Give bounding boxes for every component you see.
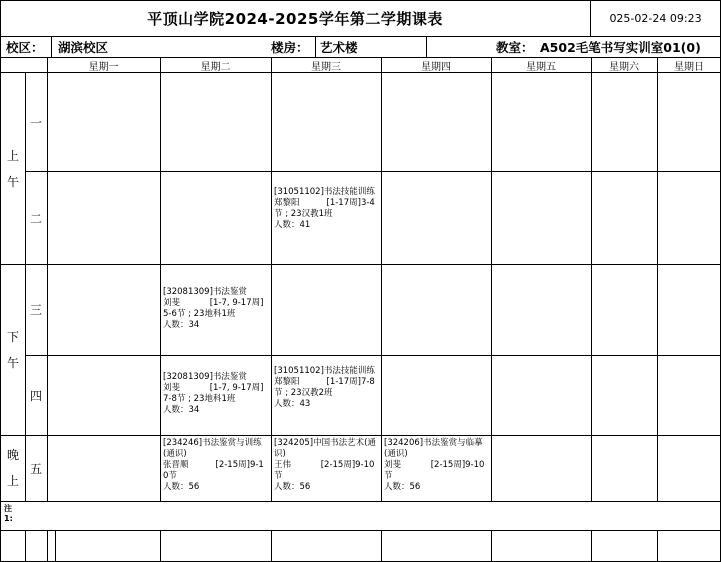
grid-line bbox=[315, 36, 316, 57]
half-day-afternoon bbox=[1, 264, 25, 435]
grid-line bbox=[491, 57, 492, 501]
grid-line bbox=[55, 530, 56, 562]
grid-line bbox=[25, 355, 721, 356]
grid-line bbox=[0, 264, 721, 265]
grid-line bbox=[0, 72, 721, 73]
course-cell-wed-p4[interactable]: [31051102]书法技能训练 郑黎阳 [1-17周]7-8节 ; 23汉教2班 人数：43 bbox=[274, 366, 375, 409]
building-value: 艺术楼 bbox=[320, 40, 358, 55]
grid-line bbox=[47, 530, 48, 562]
grid-line bbox=[491, 530, 492, 562]
classroom-label: 教室： bbox=[496, 40, 534, 55]
half-day-char: 上 bbox=[6, 474, 19, 488]
day-header-wed: 星期三 bbox=[311, 61, 341, 73]
day-header-fri: 星期五 bbox=[526, 61, 556, 73]
day-header-sun: 星期日 bbox=[674, 61, 704, 73]
course-cell-tue-p5[interactable]: [234246]书法鉴赏与训练(通识) 张晋顺 [2-15周]9-10节 人数：56 bbox=[163, 438, 264, 492]
grid-line bbox=[591, 57, 592, 501]
grid-line bbox=[25, 530, 26, 562]
grid-line bbox=[0, 0, 1, 562]
note-label: 注 1: bbox=[4, 504, 13, 523]
building-label: 楼房： bbox=[271, 40, 309, 55]
grid-line bbox=[590, 0, 591, 36]
grid-line bbox=[160, 530, 161, 562]
day-header-mon: 星期一 bbox=[88, 61, 119, 73]
period-label-5: 五 bbox=[29, 461, 42, 476]
day-header-tue: 星期二 bbox=[200, 61, 231, 73]
half-day-char: 下 bbox=[6, 329, 19, 344]
half-day-morning bbox=[1, 73, 25, 264]
page-title: 平顶山学院2024-2025学年第二学期课表 bbox=[147, 9, 443, 28]
grid-line bbox=[657, 530, 658, 562]
timestamp: 025-02-24 09:23 bbox=[609, 11, 702, 25]
grid-line bbox=[426, 36, 427, 57]
half-day-char: 午 bbox=[6, 174, 19, 189]
course-cell-wed-p2[interactable]: [31051102]书法技能训练 郑黎阳 [1-17周]3-4节 ; 23汉教1班 人数：41 bbox=[274, 187, 375, 230]
campus-label: 校区： bbox=[6, 40, 44, 55]
grid-line bbox=[51, 36, 52, 57]
grid-line bbox=[591, 530, 592, 562]
grid-line bbox=[160, 57, 161, 501]
grid-line bbox=[0, 0, 721, 1]
course-cell-thu-p5[interactable]: [324206]书法鉴赏与临摹(通识) 刘斐 [2-15周]9-10节 人数：56 bbox=[384, 438, 485, 492]
day-header-thu: 星期四 bbox=[421, 61, 451, 73]
grid-line bbox=[47, 57, 48, 501]
grid-line bbox=[0, 501, 721, 502]
half-day-char: 午 bbox=[6, 355, 19, 370]
half-day-evening bbox=[1, 435, 25, 501]
day-header-sat: 星期六 bbox=[609, 61, 639, 73]
grid-line bbox=[271, 530, 272, 562]
classroom-value: A502毛笔书写实训室01(0) bbox=[540, 40, 701, 55]
grid-line bbox=[0, 57, 721, 58]
grid-line bbox=[0, 435, 721, 436]
grid-line bbox=[0, 530, 721, 531]
course-cell-tue-p4[interactable]: [32081309]书法鉴赏 刘斐 [1-7, 9-17周]7-8节 ; 23地科1班 人数：34 bbox=[163, 372, 264, 415]
half-day-char: 上 bbox=[6, 148, 19, 163]
period-label-4: 四 bbox=[29, 388, 42, 403]
course-cell-tue-p3[interactable]: [32081309]书法鉴赏 刘斐 [1-7, 9-17周]5-6节 ; 23地科1班 人数：34 bbox=[163, 287, 264, 330]
grid-line bbox=[25, 171, 721, 172]
period-label-1: 一 bbox=[29, 116, 42, 130]
half-day-char: 晚 bbox=[6, 448, 19, 462]
campus-value: 湖滨校区 bbox=[58, 40, 109, 55]
grid-line bbox=[25, 72, 26, 501]
grid-line bbox=[657, 57, 658, 501]
grid-line bbox=[271, 57, 272, 501]
grid-line bbox=[381, 57, 382, 501]
course-cell-wed-p5[interactable]: [324205]中国书法艺术(通识) 王伟 [2-15周]9-10节 人数：56 bbox=[274, 438, 376, 492]
grid-line bbox=[0, 36, 721, 37]
grid-line bbox=[381, 530, 382, 562]
period-label-3: 三 bbox=[29, 303, 42, 317]
period-label-2: 二 bbox=[29, 211, 42, 226]
